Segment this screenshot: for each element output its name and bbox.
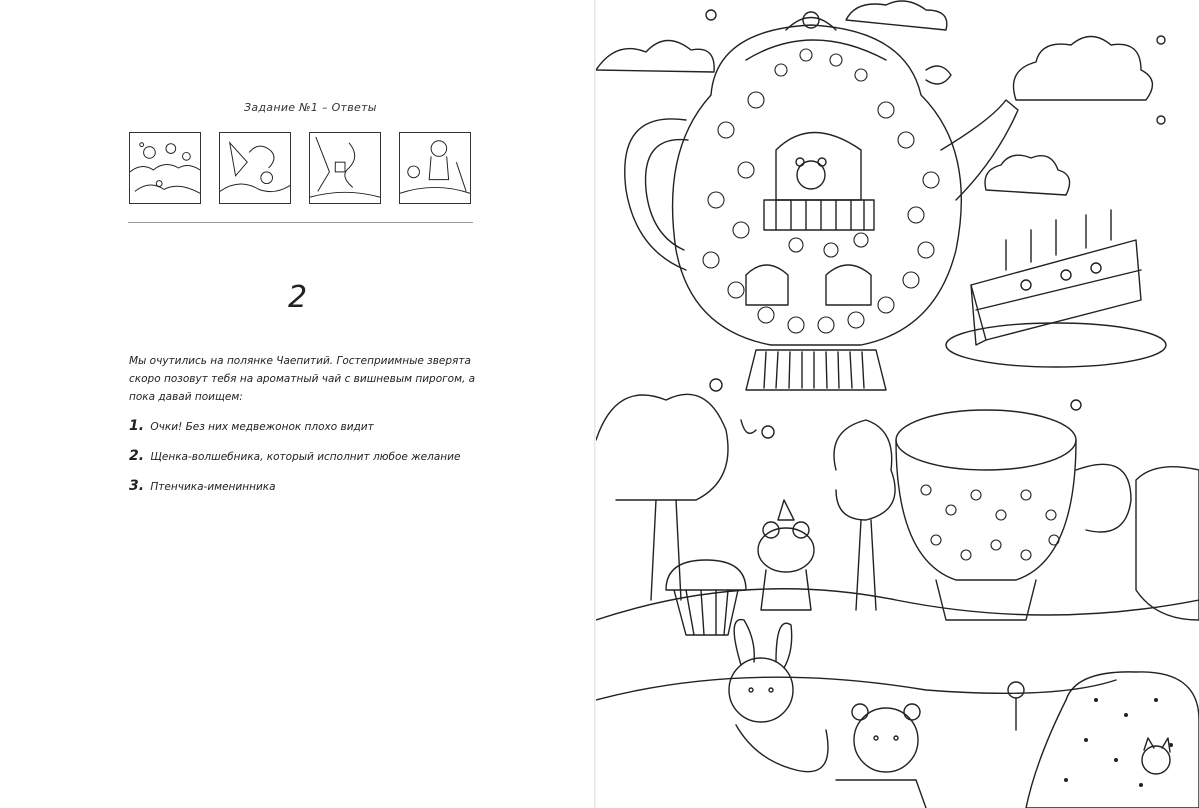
cupcake <box>666 560 746 635</box>
intro-text: Мы очутились на полянке Чаепитий. Гостеприимные зверята скоро позовут тебя на ароматный чай с вишневым пирогом, а пока давай поищем: <box>129 355 476 403</box>
answer-thumbnail-4 <box>399 132 471 204</box>
answer-thumbnail-3 <box>309 132 381 204</box>
task-number: 3. <box>129 478 145 494</box>
answer-thumbnail-2 <box>219 132 291 204</box>
task-text: Птенчика-именинника <box>150 481 276 493</box>
task-number: 1. <box>129 418 145 434</box>
teacup-house <box>896 410 1131 620</box>
right-page <box>596 0 1199 808</box>
decorations <box>706 10 1165 730</box>
answers-title: Задание №1 – Ответы <box>244 101 377 114</box>
divider-rule <box>128 222 473 223</box>
trees-and-ground <box>596 394 1199 700</box>
task-number: 2. <box>129 448 145 464</box>
frog-character <box>758 500 814 610</box>
cake-slice <box>946 210 1166 367</box>
task-item-1 <box>129 418 374 434</box>
cloud-shape <box>596 1 1152 195</box>
task-text: Щенка-волшебника, который исполнит любое желание <box>150 451 461 463</box>
teapot-house <box>625 12 1018 390</box>
page-number: 2 <box>288 280 308 315</box>
bunny-character <box>729 620 828 772</box>
task-item-2 <box>129 448 460 464</box>
coloring-illustration <box>596 0 1199 808</box>
bear-character <box>836 704 926 808</box>
answer-thumbnail-1 <box>129 132 201 204</box>
task-item-3 <box>129 478 276 494</box>
left-page <box>0 0 594 808</box>
task-text: Очки! Без них медвежонок плохо видит <box>150 421 374 433</box>
